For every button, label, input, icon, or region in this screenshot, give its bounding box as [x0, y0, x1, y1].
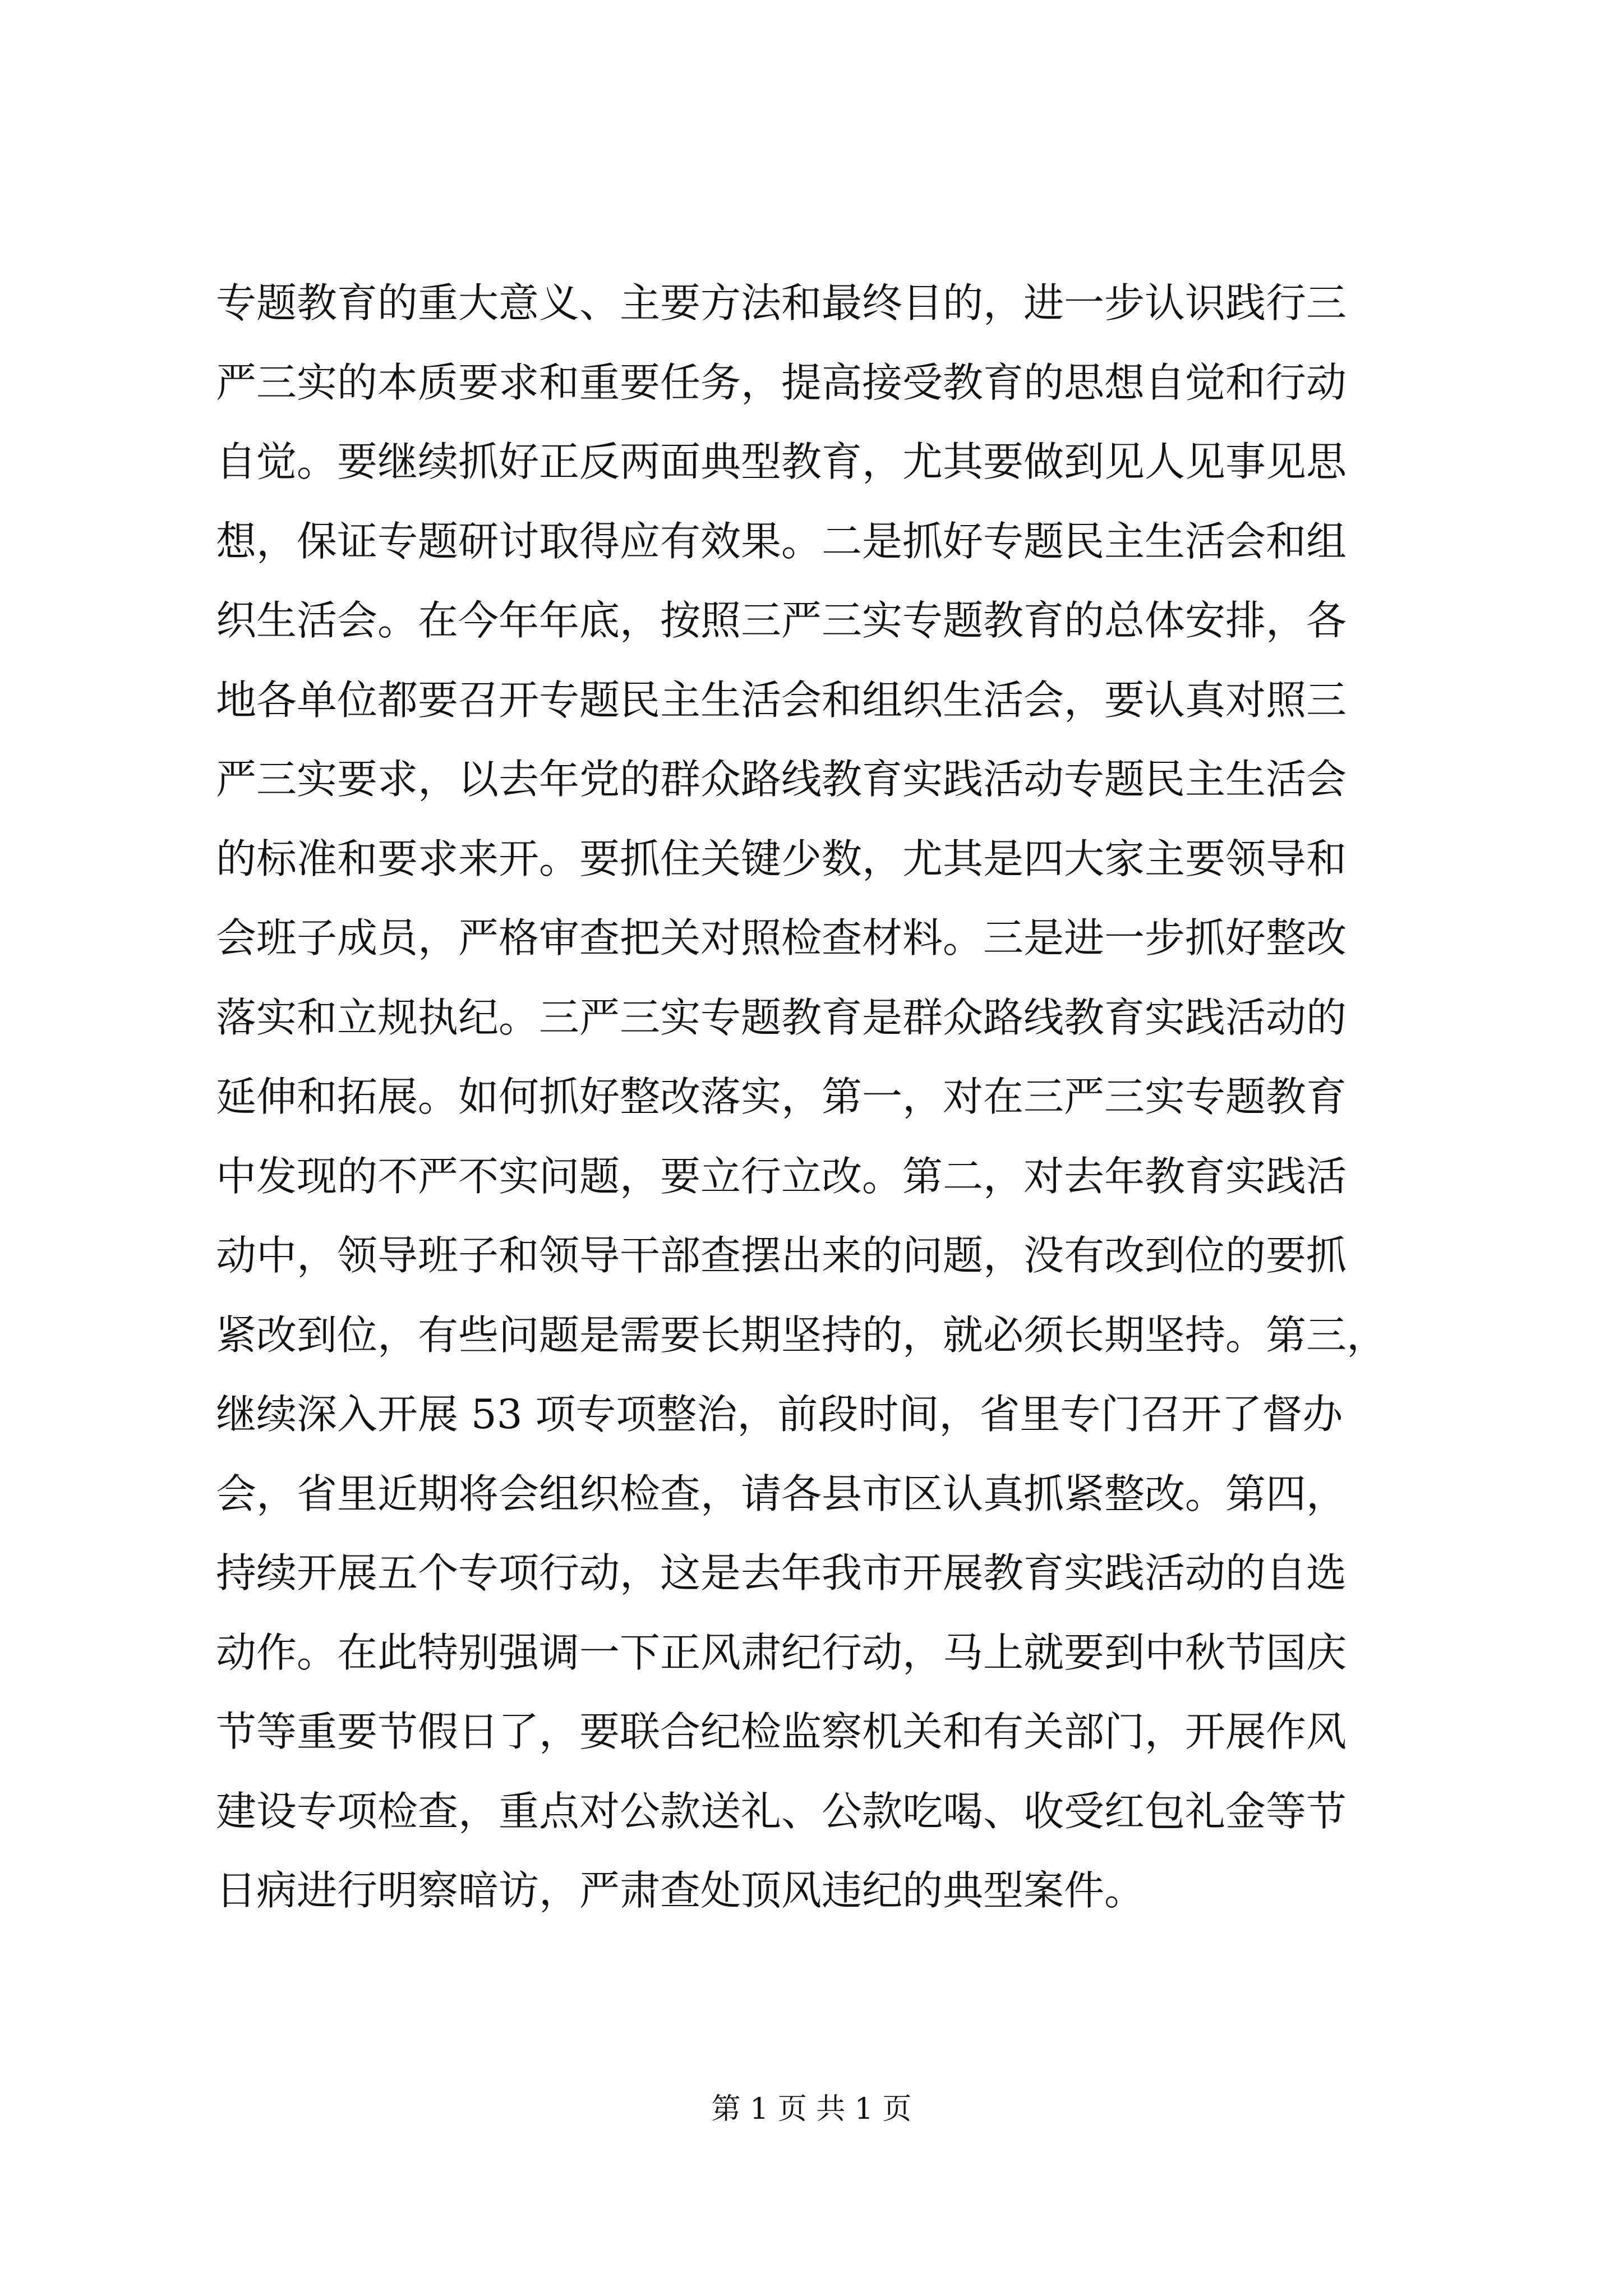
text-line: 想，保证专题研讨取得应有效果。二是抓好专题民主生活会和组: [216, 517, 1347, 565]
text-line: 动作。在此特别强调一下正风肃纪行动，马上就要到中秋节国庆: [216, 1628, 1347, 1676]
body-text: [216, 264, 1422, 1931]
text-line: 专题教育的重大意义、主要方法和最终目的，进一步认识践行三: [216, 279, 1347, 326]
text-line: 日病进行明察暗访，严肃查处顶风违纪的典型案件。: [216, 1867, 1145, 1914]
text-line: 织生活会。在今年年底，按照三严三实专题教育的总体安排，各: [216, 597, 1347, 644]
text-line: 建设专项检查，重点对公款送礼、公款吃喝、收受红包礼金等节: [216, 1787, 1347, 1835]
text-line: 中发现的不严不实问题，要立行立改。第二，对去年教育实践活: [216, 1152, 1347, 1200]
text-line: 延伸和拓展。如何抓好整改落实，第一，对在三严三实专题教育: [216, 1073, 1347, 1120]
text-line: 持续开展五个专项行动，这是去年我市开展教育实践活动的自选: [216, 1549, 1347, 1596]
text-line: 自觉。要继续抓好正反两面典型教育，尤其要做到见人见事见思: [216, 438, 1347, 485]
text-line: 的标准和要求来开。要抓住关键少数，尤其是四大家主要领导和: [216, 835, 1347, 882]
text-line: 动中，领导班子和领导干部查摆出来的问题，没有改到位的要抓: [216, 1232, 1347, 1279]
text-line: 节等重要节假日了，要联合纪检监察机关和有关部门，开展作风: [216, 1708, 1347, 1755]
text-line: 落实和立规执纪。三严三实专题教育是群众路线教育实践活动的: [216, 993, 1347, 1041]
text-line: 会班子成员，严格审查把关对照检查材料。三是进一步抓好整改: [216, 914, 1347, 961]
text-line: 紧改到位，有些问题是需要长期坚持的，就必须长期坚持。第三，: [216, 1311, 1387, 1359]
text-line: 继续深入开展 53 项专项整治，前段时间，省里专门召开了督办: [216, 1391, 1343, 1438]
text-line: 严三实的本质要求和重要任务，提高接受教育的思想自觉和行动: [216, 358, 1347, 406]
text-line: 会，省里近期将会组织检查，请各县市区认真抓紧整改。第四，: [216, 1470, 1347, 1517]
page-footer: 第 1 页 共 1 页: [711, 2092, 912, 2126]
text-line: 地各单位都要召开专题民主生活会和组织生活会，要认真对照三: [216, 676, 1347, 724]
text-line: 严三实要求，以去年党的群众路线教育实践活动专题民主生活会: [216, 756, 1347, 803]
